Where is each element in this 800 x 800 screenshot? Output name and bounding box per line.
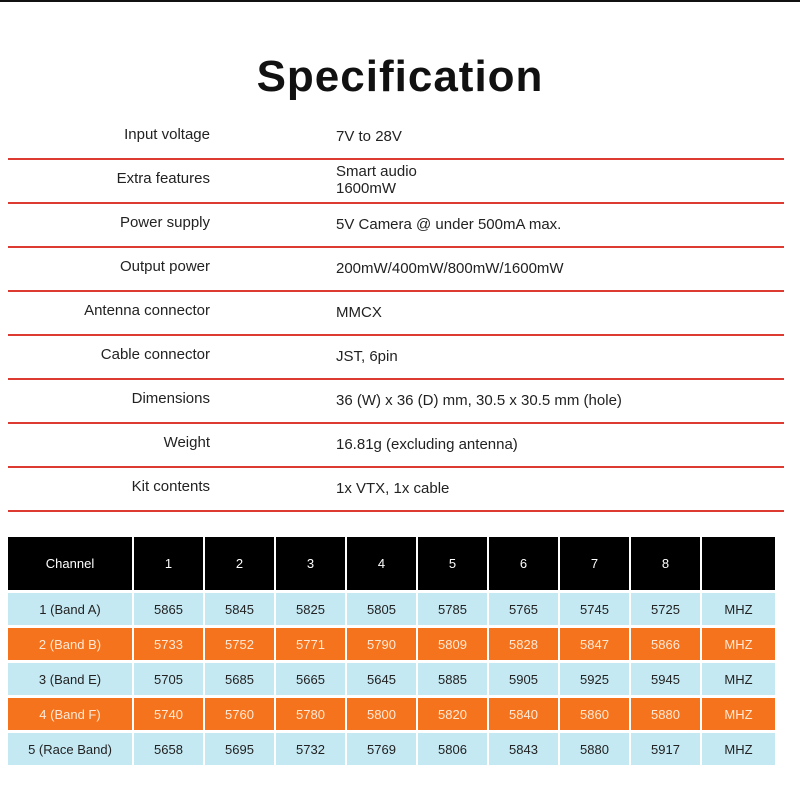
frequency-cell: 5843	[489, 733, 558, 765]
spec-value: 7V to 28V	[336, 128, 402, 145]
header-cell: 1	[134, 537, 203, 590]
unit-label: MHZ	[702, 698, 775, 730]
frequency-cell: 5925	[560, 663, 629, 695]
band-name: 4 (Band F)	[8, 698, 132, 730]
spec-row	[0, 424, 800, 468]
frequency-cell: 5847	[560, 628, 629, 660]
spec-row	[0, 160, 800, 204]
frequency-cell: 5732	[276, 733, 345, 765]
spec-value: 1600mW	[336, 180, 397, 197]
frequency-cell: 5805	[347, 593, 416, 625]
spec-label: Weight	[163, 434, 210, 451]
table-row	[8, 593, 775, 625]
frequency-cell: 5685	[205, 663, 274, 695]
header-cell: 7	[560, 537, 629, 590]
frequency-cell: 5825	[276, 593, 345, 625]
frequency-cell: 5880	[631, 698, 700, 730]
specification-list	[0, 116, 800, 512]
frequency-cell: 5800	[347, 698, 416, 730]
spec-row	[0, 204, 800, 248]
frequency-cell: 5665	[276, 663, 345, 695]
header-cell: 2	[205, 537, 274, 590]
channel-table-header	[8, 537, 775, 590]
top-border	[0, 0, 800, 2]
table-row	[8, 663, 775, 695]
frequency-cell: 5769	[347, 733, 416, 765]
header-cell: 5	[418, 537, 487, 590]
header-cell: 6	[489, 537, 558, 590]
frequency-cell: 5780	[276, 698, 345, 730]
frequency-cell: 5865	[134, 593, 203, 625]
frequency-cell: 5740	[134, 698, 203, 730]
unit-label: MHZ	[702, 733, 775, 765]
spec-row	[0, 380, 800, 424]
frequency-cell: 5806	[418, 733, 487, 765]
frequency-cell: 5771	[276, 628, 345, 660]
channel-table	[6, 534, 777, 768]
unit-label: MHZ	[702, 663, 775, 695]
spec-label: Extra features	[116, 170, 210, 187]
frequency-cell: 5945	[631, 663, 700, 695]
spec-label: Input voltage	[124, 126, 210, 143]
spec-value: 1x VTX, 1x cable	[336, 480, 450, 497]
frequency-cell: 5658	[134, 733, 203, 765]
band-name: 1 (Band A)	[8, 593, 132, 625]
spec-label: Power supply	[119, 214, 210, 231]
table-row	[8, 733, 775, 765]
frequency-cell: 5752	[205, 628, 274, 660]
spec-value: JST, 6pin	[336, 348, 398, 365]
frequency-cell: 5917	[631, 733, 700, 765]
frequency-cell: 5860	[560, 698, 629, 730]
frequency-cell: 5828	[489, 628, 558, 660]
table-row	[8, 628, 775, 660]
frequency-cell: 5809	[418, 628, 487, 660]
spec-label: Dimensions	[131, 390, 210, 407]
header-cell: 4	[347, 537, 416, 590]
spec-separator	[8, 510, 784, 512]
header-cell: 8	[631, 537, 700, 590]
spec-label: Kit contents	[131, 478, 210, 495]
frequency-cell: 5885	[418, 663, 487, 695]
frequency-cell: 5765	[489, 593, 558, 625]
spec-value: Smart audio	[336, 163, 417, 180]
spec-value: MMCX	[336, 304, 382, 321]
frequency-cell: 5645	[347, 663, 416, 695]
band-name: 3 (Band E)	[8, 663, 132, 695]
table-row	[8, 698, 775, 730]
spec-value: 36 (W) x 36 (D) mm, 30.5 x 30.5 mm (hole)	[336, 392, 622, 409]
spec-value: 16.81g (excluding antenna)	[336, 436, 518, 453]
header-channel: Channel	[8, 537, 132, 590]
spec-value: 200mW/400mW/800mW/1600mW	[336, 260, 564, 277]
spec-row	[0, 336, 800, 380]
frequency-cell: 5733	[134, 628, 203, 660]
unit-label: MHZ	[702, 628, 775, 660]
frequency-cell: 5845	[205, 593, 274, 625]
spec-row	[0, 292, 800, 336]
header-cell	[702, 537, 775, 590]
band-name: 2 (Band B)	[8, 628, 132, 660]
frequency-cell: 5820	[418, 698, 487, 730]
spec-value: 5V Camera @ under 500mA max.	[336, 216, 562, 233]
frequency-cell: 5760	[205, 698, 274, 730]
spec-row	[0, 116, 800, 160]
frequency-cell: 5905	[489, 663, 558, 695]
frequency-cell: 5745	[560, 593, 629, 625]
frequency-cell: 5840	[489, 698, 558, 730]
frequency-cell: 5880	[560, 733, 629, 765]
frequency-cell: 5790	[347, 628, 416, 660]
spec-label: Cable connector	[100, 346, 210, 363]
spec-row	[0, 468, 800, 512]
spec-label: Antenna connector	[84, 302, 210, 319]
frequency-cell: 5705	[134, 663, 203, 695]
frequency-cell: 5695	[205, 733, 274, 765]
header-cell: 3	[276, 537, 345, 590]
frequency-cell: 5785	[418, 593, 487, 625]
band-name: 5 (Race Band)	[8, 733, 132, 765]
spec-row	[0, 248, 800, 292]
frequency-cell: 5725	[631, 593, 700, 625]
frequency-cell: 5866	[631, 628, 700, 660]
spec-label: Output power	[119, 258, 210, 275]
unit-label: MHZ	[702, 593, 775, 625]
page-title: Specification	[256, 52, 544, 101]
